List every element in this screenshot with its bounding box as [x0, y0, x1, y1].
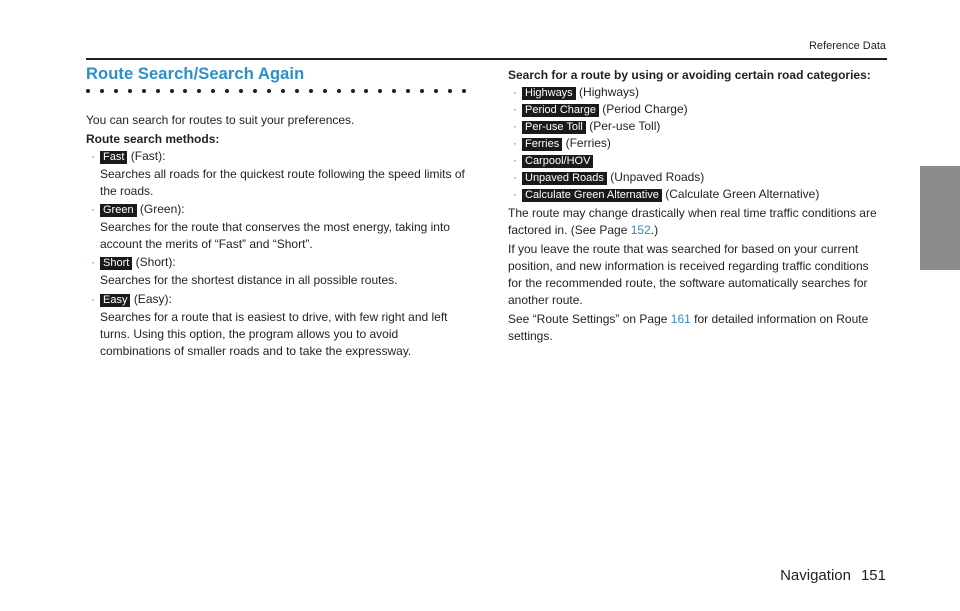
method-name: (Short):: [135, 255, 176, 269]
page-link-161[interactable]: 161: [670, 312, 691, 326]
category-item: · Highways (Highways): [508, 84, 639, 101]
fast-key-badge: Fast: [100, 151, 127, 164]
short-key-badge: Short: [100, 257, 132, 270]
calculate-green-alternative-key-badge: Calculate Green Alternative: [522, 189, 662, 202]
method-item: [86, 201, 450, 253]
traffic-paragraph: The route may change drastically when real time traffic conditions are factored in. (See Page 152.): [508, 206, 877, 237]
category-item: · Calculate Green Alternative (Calculate Green Alternative): [508, 186, 819, 203]
method-desc-line: Searches for the route that conserves the most energy, taking into: [100, 220, 450, 234]
bullet: ·: [513, 85, 517, 99]
page-number: 151: [860, 567, 886, 584]
highways-key-badge: Highways: [522, 87, 576, 100]
bullet: ·: [513, 119, 517, 133]
method-desc-line: account the merits of “Fast” and “Short”.: [100, 237, 313, 251]
page-link-152[interactable]: 152: [630, 223, 651, 237]
bullet: ·: [513, 102, 517, 116]
page-footer: [780, 567, 886, 584]
section-title: Route Search/Search Again: [86, 65, 305, 83]
methods-heading: Route search methods:: [86, 132, 220, 146]
method-desc-line: Searches for the shortest distance in all possible routes.: [100, 273, 398, 287]
bullet: ·: [91, 149, 95, 163]
categories-heading: Search for a route by using or avoiding certain road categories:: [508, 68, 871, 82]
per-use-toll-key-badge: Per-use Toll: [522, 121, 586, 134]
bullet: ·: [91, 255, 95, 269]
green-key-badge: Green: [100, 204, 137, 217]
method-desc-line: Searches for a route that is easiest to drive, with few right and left: [100, 310, 448, 324]
footer-section: Navigation: [780, 567, 851, 584]
method-desc-line: the roads.: [100, 184, 154, 198]
settings-paragraph: See “Route Settings” on Page 161 for detailed information on Route settings.: [508, 312, 869, 343]
bullet: ·: [513, 187, 517, 201]
category-item: · Ferries (Ferries): [508, 135, 611, 152]
method-desc-line: Searches all roads for the quickest route following the speed limits of: [100, 167, 465, 181]
header-rule: [86, 58, 887, 60]
carpool-hov-key-badge: Carpool/HOV: [522, 155, 593, 168]
intro-text: You can search for routes to suit your preferences.: [86, 113, 355, 127]
method-desc-line: combinations of smaller roads and to take the expressway.: [100, 344, 412, 358]
reroute-paragraph: If you leave the route that was searched for based on your current position, and new information is received regarding traffic conditions for the recommended route, the software automatically searches for another route.: [508, 242, 869, 307]
dotted-divider: [86, 89, 466, 95]
method-name: (Green):: [139, 202, 185, 216]
bullet: ·: [513, 153, 517, 167]
method-item: [86, 291, 448, 360]
method-desc-line: turns. Using this option, the program allows you to avoid: [100, 327, 399, 341]
category-item: · Period Charge (Period Charge): [508, 101, 688, 118]
category-item: · Unpaved Roads (Unpaved Roads): [508, 169, 704, 186]
method-name: (Fast):: [130, 149, 166, 163]
running-header: Reference Data: [808, 40, 886, 52]
category-item: [508, 152, 593, 169]
method-item: [86, 254, 398, 289]
bullet: ·: [91, 202, 95, 216]
easy-key-badge: Easy: [100, 294, 130, 307]
method-name: (Easy):: [133, 292, 172, 306]
bullet: ·: [513, 136, 517, 150]
unpaved-roads-key-badge: Unpaved Roads: [522, 172, 607, 185]
category-item: · Per-use Toll (Per-use Toll): [508, 118, 660, 135]
section-thumb-tab: [920, 166, 960, 270]
method-item: [86, 148, 465, 200]
period-charge-key-badge: Period Charge: [522, 104, 599, 117]
ferries-key-badge: Ferries: [522, 138, 562, 151]
bullet: ·: [91, 292, 95, 306]
bullet: ·: [513, 170, 517, 184]
